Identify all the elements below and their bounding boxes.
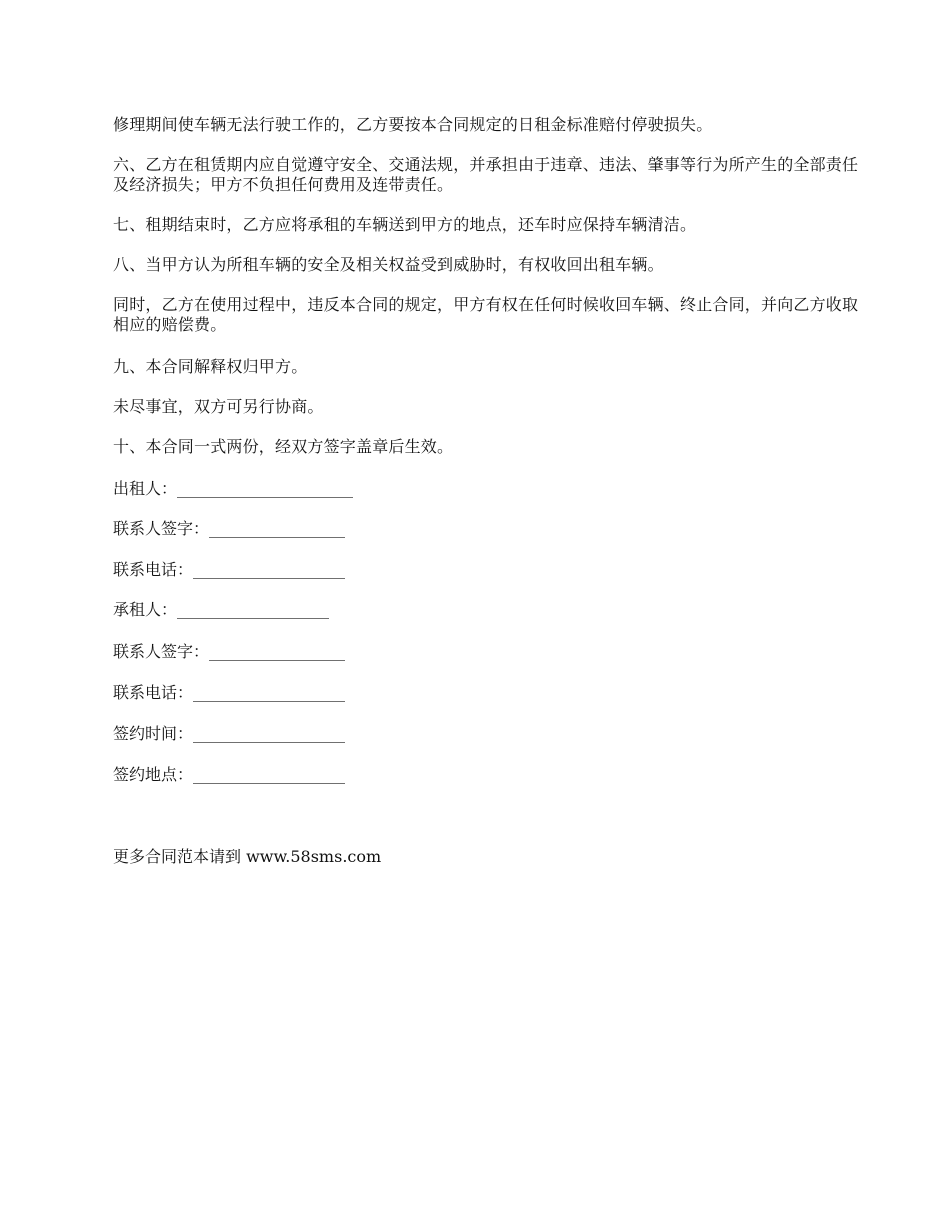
lessor-contact-sign-line: 联系人签字：_________________: [113, 519, 346, 538]
lessee-contact-sign-line: 联系人签字：_________________: [113, 642, 346, 661]
lessee-phone-line: 联系电话：___________________: [113, 683, 346, 702]
paragraph-seven-return-vehicle: 七、租期结束时，乙方应将承租的车辆送到甲方的地点，还车时应保持车辆清洁。: [113, 215, 697, 234]
lessor-phone-line: 联系电话：___________________: [113, 560, 346, 579]
paragraph-ten-copies: 十、本合同一式两份，经双方签字盖章后生效。: [113, 437, 454, 456]
lessee-line: 承租人：___________________: [113, 600, 330, 619]
footer-more-templates: 更多合同范本请到 www.58sms.com: [113, 847, 382, 866]
paragraph-breach-termination: 同时，乙方在使用过程中，违反本合同的规定，甲方有权在任何时候收回车辆、终止合同，并向乙方收取相应的赔偿费。: [113, 295, 859, 334]
sign-time-line: 签约时间：___________________: [113, 724, 346, 743]
paragraph-unresolved-matters: 未尽事宜，双方可另行协商。: [113, 397, 324, 416]
paragraph-eight-reclaim: 八、当甲方认为所租车辆的安全及相关权益受到威胁时，有权收回出租车辆。: [113, 255, 664, 274]
lessor-line: 出租人：______________________: [113, 479, 354, 498]
sign-place-line: 签约地点：___________________: [113, 765, 346, 784]
paragraph-nine-interpretation: 九、本合同解释权归甲方。: [113, 357, 308, 376]
paragraph-six-traffic-liability: 六、乙方在租赁期内应自觉遵守安全、交通法规，并承担由于违章、违法、肇事等行为所产生的全部责任及经济损失；甲方不负担任何费用及连带责任。: [113, 155, 859, 194]
paragraph-repair-compensation: 修理期间使车辆无法行驶工作的，乙方要按本合同规定的日租金标准赔付停驶损失。: [113, 115, 713, 134]
